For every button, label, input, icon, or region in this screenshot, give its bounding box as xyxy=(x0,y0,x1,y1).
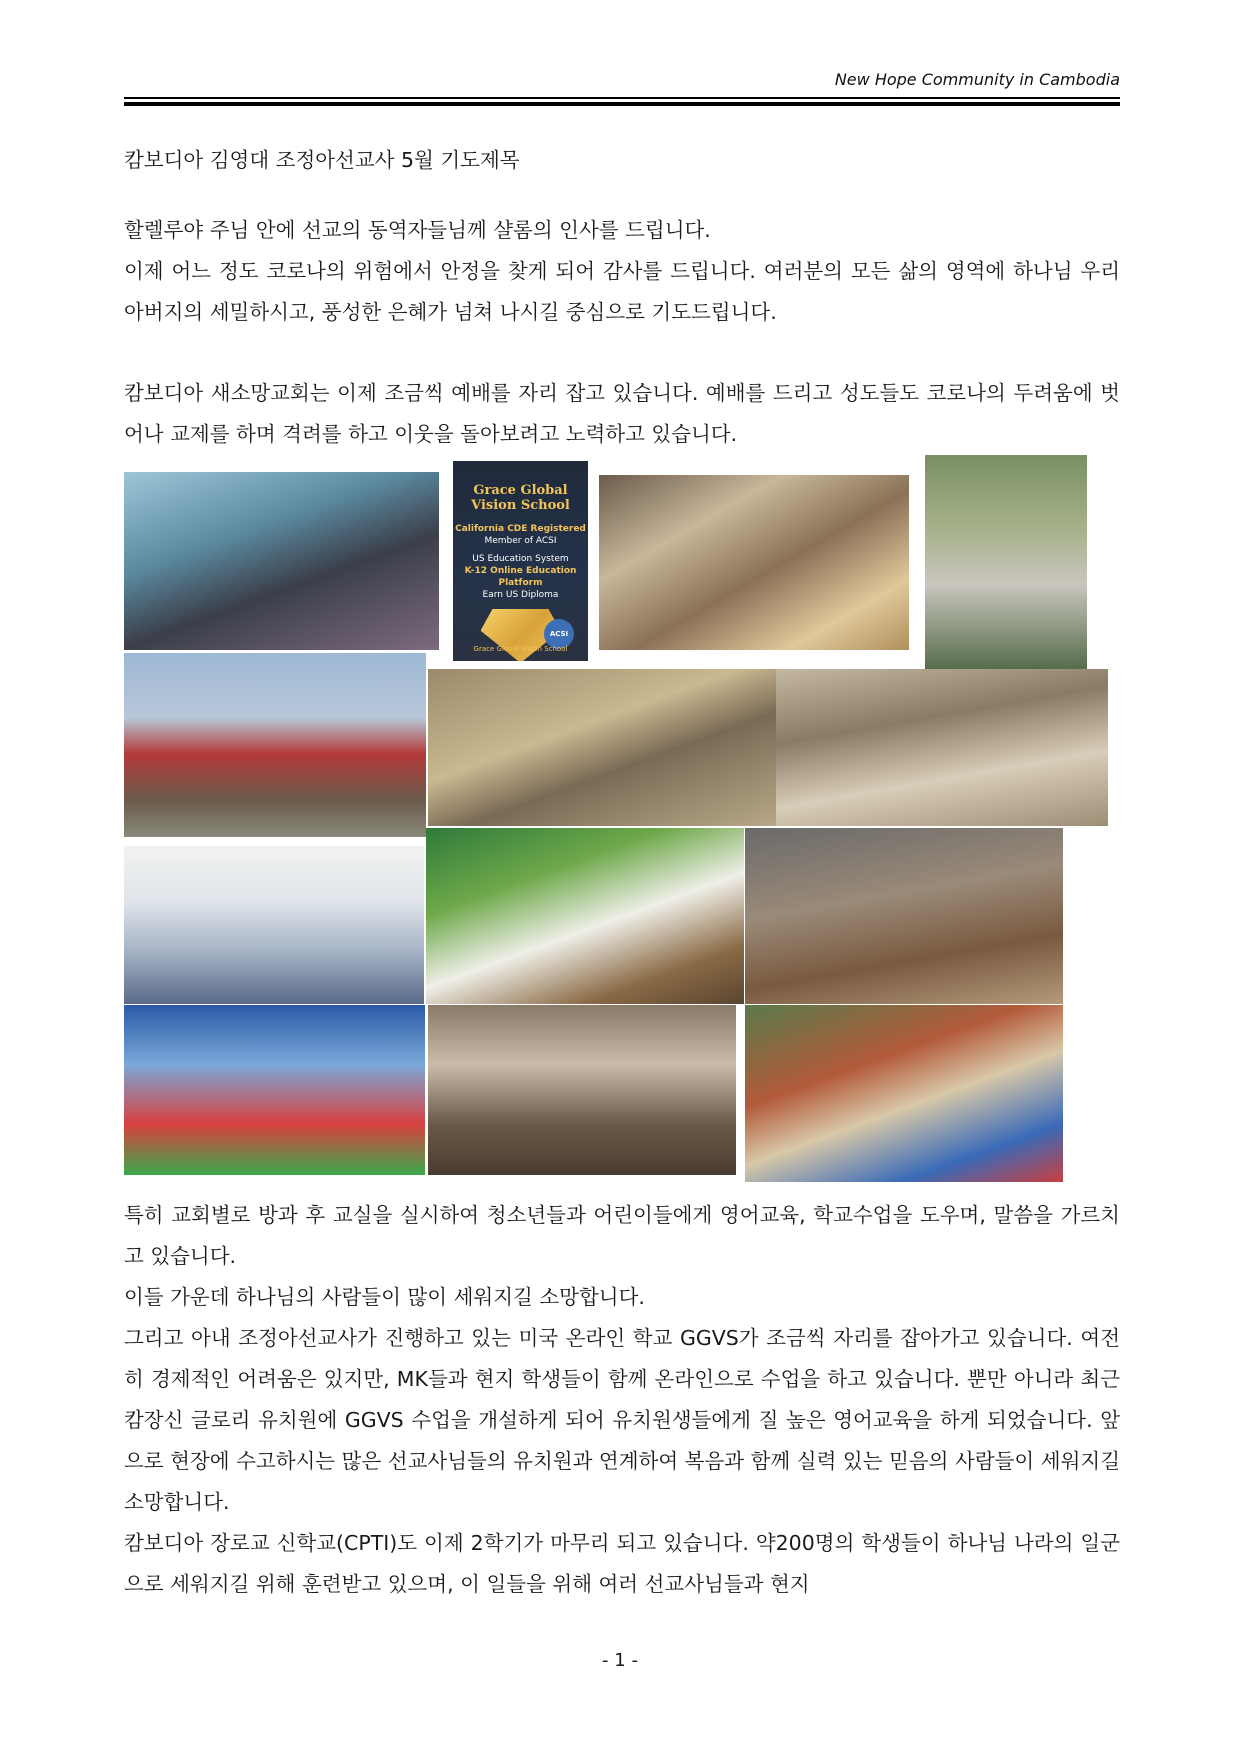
poster-line: Earn US Diploma xyxy=(482,590,559,600)
church-line: 캄보디아 새소망교회는 이제 조금씩 예배를 자리 잡고 있습니다. 예배를 드리고 성도들도 코로나의 두려움에 벗어나 교제를 하며 격려를 하고 이웃을 돌아보려고 노력하고 있습니다. xyxy=(124,381,1120,446)
ministry-line: 특히 교회별로 방과 후 교실을 실시하여 청소년들과 어린이들에게 영어교육, 학교수업을 도우며, 말씀을 가르치고 있습니다. xyxy=(124,1203,1120,1268)
poster-line: Member of ACSI xyxy=(484,536,557,546)
acsi-badge-icon: ACSI xyxy=(544,619,574,649)
photo-library-study xyxy=(124,846,424,1004)
ministry-line: 그리고 아내 조정아선교사가 진행하고 있는 미국 온라인 학교 GGVS가 조금씩 자리를 잡아가고 있습니다. 여전히 경제적인 어려움은 있지만, MK들과 현지 학생들이 함께 온라인으로 수업을 하고 있습니다. 뿐만 아니라 최근 캄장신 글로리 유치원에 GGVS 수업을 개설하게 되어 유치원생들에게 질 높은 영어교육을 하게 되었습니다. 앞으로 현장에 수고하시는 많은 선교사님들의 유치원과 연계하여 복음과 함께 실력 있는 믿음의 사람들이 세워지길 소망합니다. xyxy=(124,1326,1120,1514)
title-text: 캄보디아 김영대 조정아선교사 5월 기도제목 xyxy=(124,148,520,172)
poster-line: California CDE Registered xyxy=(455,524,586,534)
greeting-line: 할렐루야 주님 안에 선교의 동역자들님께 샬롬의 인사를 드립니다. xyxy=(124,218,711,242)
poster-title: Grace Global Vision School xyxy=(471,483,570,513)
photo-girl-with-book xyxy=(925,455,1087,670)
photo-seminar-classroom xyxy=(426,828,744,1004)
photo-children-floor-hall xyxy=(745,828,1063,1004)
photo-seminary-chapel xyxy=(428,1005,736,1175)
document-title xyxy=(124,140,1120,181)
poster-line: US Education System xyxy=(472,554,569,564)
photo-children-circle-outdoor xyxy=(428,669,776,826)
header-rule-thick xyxy=(124,102,1120,106)
poster-line: K-12 Online Education Platform xyxy=(464,566,577,588)
ministry-line: 이들 가운데 하나님의 사람들이 많이 세워지길 소망합니다. xyxy=(124,1285,645,1309)
photo-youth-group-standing xyxy=(124,653,426,837)
poster-footer: Grace Global Vision School xyxy=(473,645,568,653)
greeting-line: 이제 어느 정도 코로나의 위험에서 안정을 찾게 되어 감사를 드립니다. 여러분의 모든 삶의 영역에 하나님 우리 아버지의 세밀하시고, 풍성한 은혜가 넘쳐 나시길 중심으로 기도드립니다. xyxy=(124,259,1120,324)
running-header: New Hope Community in Cambodia xyxy=(834,70,1120,89)
ggvs-poster xyxy=(453,461,588,661)
photo-children-reading-ground xyxy=(776,669,1108,826)
greeting-paragraph xyxy=(124,210,1120,333)
page-number: - 1 - xyxy=(602,1650,638,1671)
photo-children-meal xyxy=(745,1005,1063,1182)
header-rule-thin xyxy=(124,97,1120,99)
photo-church-worship xyxy=(124,1005,425,1175)
photo-classroom-children xyxy=(124,472,439,650)
ministry-line: 캄보디아 장로교 신학교(CPTI)도 이제 2학기가 마무리 되고 있습니다. 약200명의 학생들이 하나님 나라의 일군으로 세워지길 위해 훈련받고 있으며, 이 일들을 위해 여러 선교사님들과 현지 xyxy=(124,1531,1120,1596)
ministry-paragraphs xyxy=(124,1195,1120,1605)
photo-kindergarten-class xyxy=(599,475,909,650)
church-paragraph xyxy=(124,373,1120,455)
